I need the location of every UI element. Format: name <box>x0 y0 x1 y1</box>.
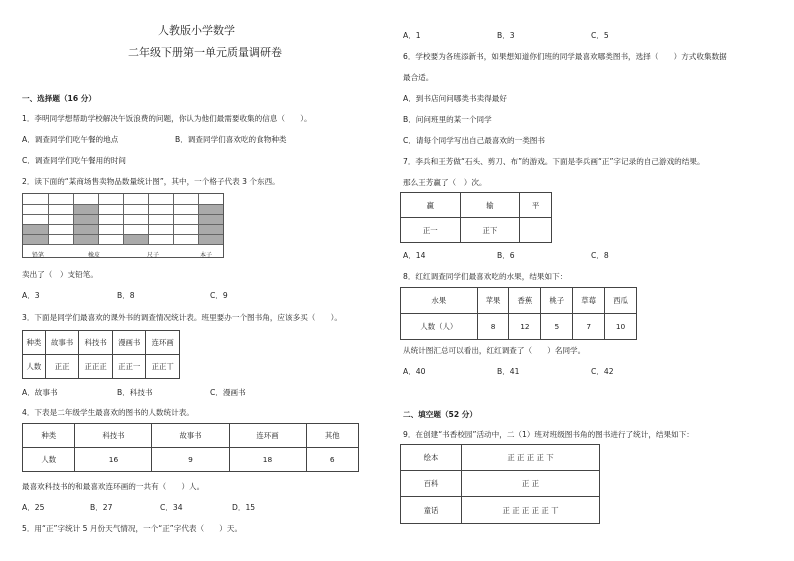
q6-option-b: B．问问班里的某一个同学 <box>403 115 492 124</box>
q3-cell: 漫画书 <box>112 331 146 355</box>
q8-option-b: B．41 <box>497 367 520 376</box>
q2-pictograph-filled-cell <box>198 234 223 244</box>
q2-pictograph <box>22 193 224 258</box>
q9-cell: 正 正 <box>462 471 600 497</box>
q7-option-b: B．6 <box>497 251 515 260</box>
q6-stem-line2: 最合适。 <box>403 73 434 82</box>
q2-grid-line <box>48 194 49 244</box>
q8-cell: 人数（人） <box>401 314 478 340</box>
q2-label-notebook: 本子 <box>200 252 213 259</box>
q3-cell: 故事书 <box>45 331 79 355</box>
q2-option-a: A．3 <box>22 291 40 300</box>
exam-subtitle: 二年级下册第一单元质量调研卷 <box>128 46 282 59</box>
q8-cell: 苹果 <box>477 288 509 314</box>
q2-pictograph-filled-cell <box>198 224 223 234</box>
q2-grid-line <box>148 194 149 244</box>
q8-cell: 西瓜 <box>605 288 637 314</box>
q3-cell: 科技书 <box>79 331 113 355</box>
q2-option-c: C．9 <box>210 291 228 300</box>
q4-stem: 4．下表是二年级学生最喜欢的图书的人数统计表。 <box>22 408 194 417</box>
q2-pictograph-filled-cell <box>73 214 98 224</box>
section1-heading: 一、选择题（16 分） <box>22 94 96 103</box>
q7-option-a: A．14 <box>403 251 426 260</box>
q2-grid-line <box>123 194 124 244</box>
q2-stem: 2．读下面的“某商场售卖物品数量统计图”，其中，一个格子代表 3 个东西。 <box>22 177 280 186</box>
q9-cell: 童话 <box>401 497 462 524</box>
q5-stem: 5．用“正”字统计 5 月份天气情况，一个“正”字代表（ ）天。 <box>22 524 243 533</box>
q3-cell: 正正一 <box>112 355 146 379</box>
q1-stem: 1．李明同学想帮助学校解决午饭浪费的问题，你认为他们最需要收集的信息（ ）。 <box>22 114 312 123</box>
q1-option-a: A．调查同学们吃午餐的地点 <box>22 135 119 144</box>
q2-grid-line <box>98 194 99 244</box>
section2-heading: 二、填空题（52 分） <box>403 410 477 419</box>
q7-stem-line2: 那么王芳赢了（ ）次。 <box>403 178 487 187</box>
q2-label-ruler: 尺子 <box>147 252 160 259</box>
exam-title: 人教版小学数学 <box>158 24 235 37</box>
q7-cell: 输 <box>460 193 520 218</box>
q2-grid-line <box>173 194 174 244</box>
q7-cell: 赢 <box>401 193 461 218</box>
q7-cell: 正一 <box>401 218 461 243</box>
q3-stem: 3．下面是同学们最喜欢的课外书的调查情况统计表。班里要办一个图书角，应该多买（ ）。 <box>22 313 342 322</box>
q7-cell <box>520 218 552 243</box>
q4-cell: 故事书 <box>152 424 229 448</box>
q9-stem: 9．在创建“书香校园”活动中，二（1）班对班级图书角的图书进行了统计，结果如下： <box>403 430 694 439</box>
q6-stem-line1: 6．学校要为各班添新书，如果想知道你们班的同学最喜欢哪类图书，选择（ ）方式收集数据 <box>403 52 727 61</box>
q5-option-c: C．5 <box>591 31 609 40</box>
q1-option-b: B．调查同学们喜欢吃的食物种类 <box>175 135 287 144</box>
q4-cell: 连环画 <box>229 424 306 448</box>
q2-pictograph-filled-cell <box>23 234 48 244</box>
q9-table <box>400 444 600 524</box>
q8-cell: 香蕉 <box>509 288 541 314</box>
q8-cell: 水果 <box>401 288 478 314</box>
q3-cell: 正正丅 <box>146 355 180 379</box>
q5-option-b: B．3 <box>497 31 515 40</box>
q4-option-c: C．34 <box>160 503 183 512</box>
q8-cell: 5 <box>541 314 573 340</box>
q3-cell: 正正正 <box>79 355 113 379</box>
q9-cell: 绘本 <box>401 445 462 471</box>
q8-cell: 草莓 <box>573 288 605 314</box>
q3-option-b: B．科技书 <box>117 388 153 397</box>
q4-table <box>22 423 359 472</box>
q8-cell: 12 <box>509 314 541 340</box>
q2-pictograph-filled-cell <box>123 234 148 244</box>
q1-option-c: C．调查同学们吃午餐用的时间 <box>22 156 127 165</box>
q9-cell: 正 正 正 正 正 丅 <box>462 497 600 524</box>
q9-cell: 正 正 正 正 下 <box>462 445 600 471</box>
q7-cell: 正下 <box>460 218 520 243</box>
q8-cell: 8 <box>477 314 509 340</box>
q2-grid-line <box>23 244 223 245</box>
q2-label-eraser: 橡皮 <box>88 252 101 259</box>
q5-option-a: A．1 <box>403 31 421 40</box>
q3-cell: 人数 <box>23 355 46 379</box>
q3-cell: 连环画 <box>146 331 180 355</box>
q4-cell: 其他 <box>306 424 358 448</box>
q4-after: 最喜欢科技书的和最喜欢连环画的一共有（ ）人。 <box>22 482 205 491</box>
q2-pictograph-filled-cell <box>73 204 98 214</box>
q4-option-a: A．25 <box>22 503 45 512</box>
q3-table <box>22 330 180 379</box>
q8-cell: 桃子 <box>541 288 573 314</box>
q7-stem-line1: 7．李兵和王芳做“石头、剪刀、布”的游戏。下面是李兵画“正”字记录的自己游戏的结果。 <box>403 157 705 166</box>
q4-option-d: D．15 <box>232 503 256 512</box>
q8-cell: 10 <box>605 314 637 340</box>
q4-option-b: B．27 <box>90 503 113 512</box>
q2-pictograph-filled-cell <box>73 224 98 234</box>
q8-option-a: A．40 <box>403 367 426 376</box>
q8-stem: 8．红红调查同学们最喜欢吃的水果，结果如下： <box>403 272 568 281</box>
q2-pictograph-filled-cell <box>23 224 48 234</box>
q7-table <box>400 192 552 243</box>
q2-grid-line <box>73 194 74 244</box>
q6-option-a: A．到书店问问哪类书卖得最好 <box>403 94 507 103</box>
q8-option-c: C．42 <box>591 367 614 376</box>
q4-cell: 16 <box>75 448 152 472</box>
q2-option-b: B．8 <box>117 291 135 300</box>
q8-cell: 7 <box>573 314 605 340</box>
q2-pictograph-filled-cell <box>198 204 223 214</box>
q2-pictograph-filled-cell <box>198 214 223 224</box>
q4-cell: 9 <box>152 448 229 472</box>
q2-after: 卖出了（ ）支铅笔。 <box>22 270 98 279</box>
q2-grid-line <box>198 194 199 244</box>
q6-option-c: C．请每个同学写出自己最喜欢的一类图书 <box>403 136 545 145</box>
q2-label-pencil: 铅笔 <box>32 252 45 259</box>
q4-cell: 6 <box>306 448 358 472</box>
q3-option-a: A．故事书 <box>22 388 58 397</box>
q7-cell: 平 <box>520 193 552 218</box>
q4-cell: 18 <box>229 448 306 472</box>
q9-cell: 百科 <box>401 471 462 497</box>
q3-option-c: C．漫画书 <box>210 388 246 397</box>
q3-cell: 正正 <box>45 355 79 379</box>
q4-cell: 种类 <box>23 424 75 448</box>
q8-table <box>400 287 637 340</box>
q4-cell: 人数 <box>23 448 75 472</box>
q8-after: 从统计图汇总可以看出，红红调查了（ ）名同学。 <box>403 346 586 355</box>
q4-cell: 科技书 <box>75 424 152 448</box>
q2-pictograph-filled-cell <box>73 234 98 244</box>
q3-cell: 种类 <box>23 331 46 355</box>
q7-option-c: C．8 <box>591 251 609 260</box>
